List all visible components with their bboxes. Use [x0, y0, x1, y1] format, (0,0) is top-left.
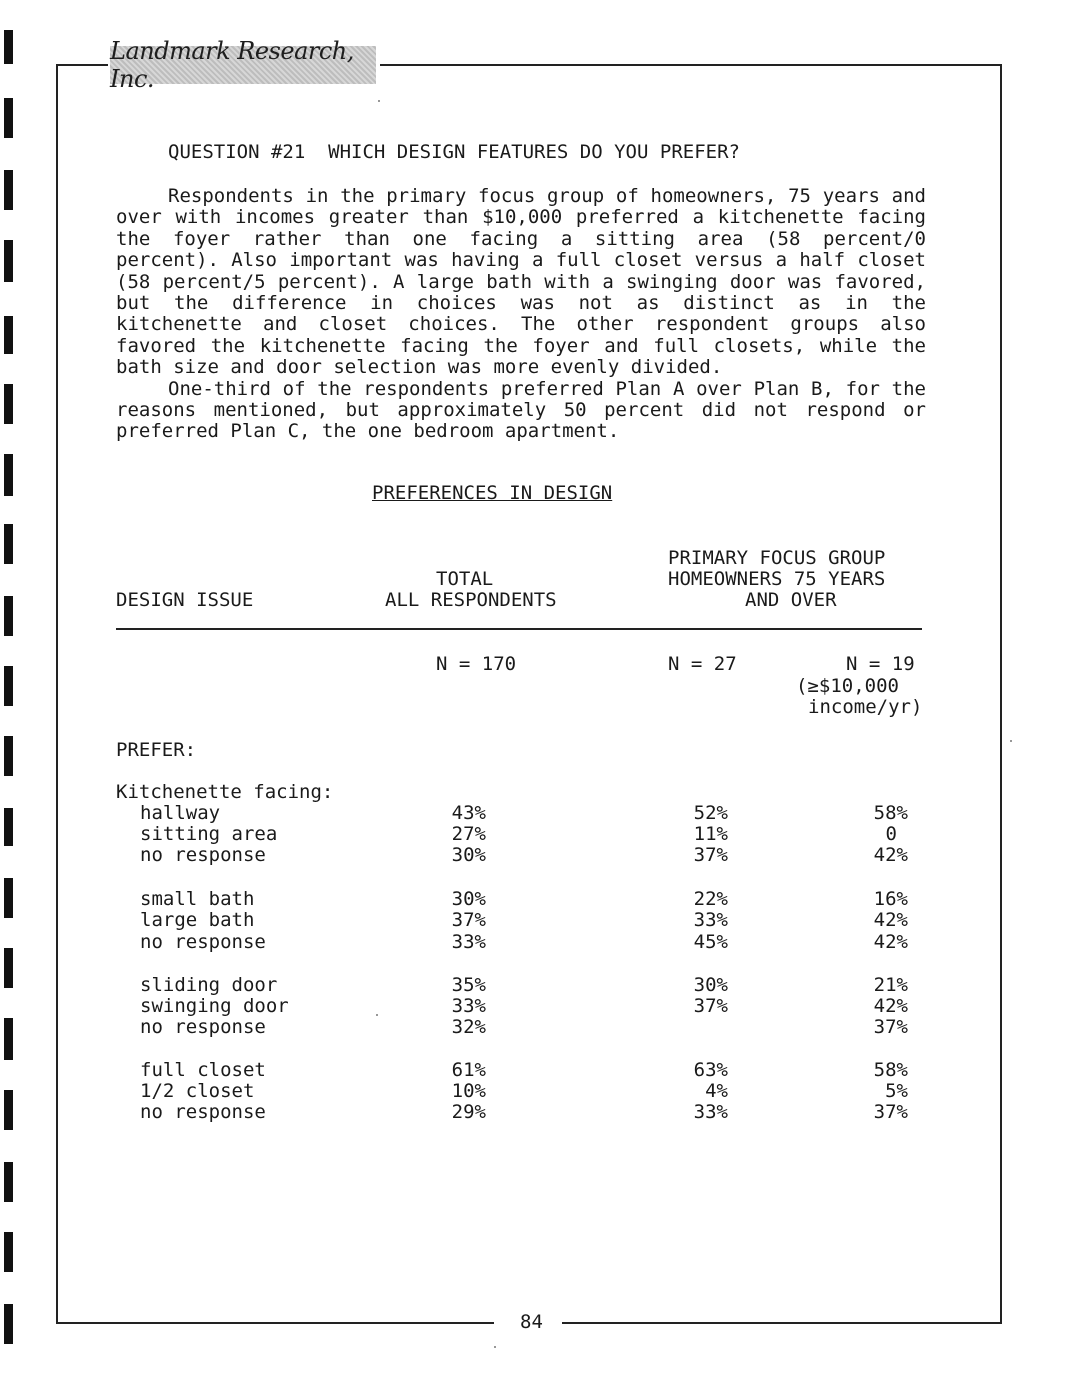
- total-value: 35%: [451, 974, 486, 996]
- primary-value: 45%: [693, 931, 728, 953]
- frame-border: [562, 1322, 1002, 1324]
- primary-value: 52%: [693, 802, 728, 824]
- primary-value: 22%: [693, 888, 728, 910]
- table-title: PREFERENCES IN DESIGN: [372, 482, 613, 504]
- income-value: 58%: [873, 1059, 908, 1081]
- total-value: 30%: [451, 888, 486, 910]
- primary-value: 37%: [693, 844, 728, 866]
- row-label: small bath: [140, 888, 255, 910]
- binding-mark: [4, 1162, 13, 1202]
- binding-mark: [4, 170, 13, 210]
- total-value: 61%: [451, 1059, 486, 1081]
- row-label: no response: [140, 931, 266, 953]
- row-label: no response: [140, 844, 266, 866]
- binding-mark: [4, 1304, 13, 1344]
- scan-speck: [376, 1014, 378, 1016]
- binding-mark: [4, 240, 13, 282]
- binding-mark: [4, 948, 13, 988]
- binding-mark: [4, 524, 13, 564]
- header-primary-line3: AND OVER: [745, 589, 837, 611]
- binding-mark: [4, 878, 13, 918]
- income-value: 58%: [873, 802, 908, 824]
- frame-border: [56, 64, 108, 66]
- binding-mark: [4, 1232, 13, 1272]
- row-label: 1/2 closet: [140, 1080, 255, 1102]
- header-design-issue: DESIGN ISSUE: [116, 589, 254, 611]
- paragraph: Respondents in the primary focus group of homeowners, 75 years and over with incomes greater than $10,000 preferred a kitchenette facing the foyer rather than one facing a sitting area (58 percent/0 percent). Also important was having a full closet versus a half closet (58 percent/5 percent). A large bath with a swinging door was favored, but the difference in choices was not as distinct as in the kitchenette and closet choices. The other respondent groups also favored the kitchenette facing the foyer and full closets, while the bath size and door selection was more evenly divided.: [116, 185, 926, 379]
- prefer-label: PREFER:: [116, 739, 197, 761]
- primary-value: 37%: [693, 995, 728, 1017]
- primary-value: 63%: [693, 1059, 728, 1081]
- total-value: 30%: [451, 844, 486, 866]
- total-value: 33%: [451, 931, 486, 953]
- binding-mark: [4, 1018, 13, 1060]
- binding-mark: [4, 666, 13, 706]
- primary-value: 11%: [693, 823, 728, 845]
- primary-value: 30%: [693, 974, 728, 996]
- binding-mark: [4, 736, 13, 776]
- total-value: 32%: [451, 1016, 486, 1038]
- n-total: N = 170: [436, 653, 517, 675]
- primary-value: 33%: [693, 1101, 728, 1123]
- total-value: 37%: [451, 909, 486, 931]
- frame-border: [380, 64, 1002, 66]
- row-label: hallway: [140, 802, 221, 824]
- income-value: 42%: [873, 909, 908, 931]
- n-income-note: (≥$10,000: [796, 675, 899, 697]
- primary-value: 33%: [693, 909, 728, 931]
- binding-mark: [4, 30, 13, 64]
- row-label: no response: [140, 1016, 266, 1038]
- body-text: [116, 186, 926, 443]
- row-label: swinging door: [140, 995, 289, 1017]
- total-value: 29%: [451, 1101, 486, 1123]
- company-logo: [110, 37, 376, 93]
- header-total-line2: ALL RESPONDENTS: [385, 589, 557, 611]
- binding-mark: [4, 1090, 13, 1130]
- scan-speck: [494, 1346, 496, 1348]
- row-label: large bath: [140, 909, 255, 931]
- frame-border: [1000, 64, 1002, 1324]
- income-value: 21%: [873, 974, 908, 996]
- binding-mark: [4, 808, 13, 846]
- primary-value: 4%: [705, 1080, 728, 1102]
- row-label: no response: [140, 1101, 266, 1123]
- n-income-note: income/yr): [808, 696, 923, 718]
- row-label: sliding door: [140, 974, 278, 996]
- total-value: 27%: [451, 823, 486, 845]
- total-value: 10%: [451, 1080, 486, 1102]
- logo-text: Landmark Research, Inc.: [110, 37, 354, 93]
- kitchenette-label: Kitchenette facing:: [116, 781, 334, 803]
- scan-speck: [1010, 740, 1012, 742]
- frame-border: [56, 64, 58, 1324]
- frame-border: [56, 1322, 494, 1324]
- page-number: 84: [520, 1311, 543, 1333]
- paragraph: One-third of the respondents preferred Plan A over Plan B, for the reasons mentioned, but approximately 50 percent did not respond or preferred Plan C, the one bedroom apartment.: [116, 377, 926, 443]
- binding-mark: [4, 454, 13, 496]
- binding-mark: [4, 98, 13, 138]
- scan-speck: [378, 100, 380, 102]
- row-label: full closet: [140, 1059, 266, 1081]
- income-value: 0: [885, 823, 897, 845]
- total-value: 33%: [451, 995, 486, 1017]
- header-primary-line1: PRIMARY FOCUS GROUP: [668, 547, 886, 569]
- income-value: 42%: [873, 995, 908, 1017]
- row-label: sitting area: [140, 823, 278, 845]
- question-heading: QUESTION #21 WHICH DESIGN FEATURES DO YOU PREFER?: [168, 141, 740, 163]
- binding-mark: [4, 596, 13, 636]
- total-value: 43%: [451, 802, 486, 824]
- header-primary-line2: HOMEOWNERS 75 YEARS: [668, 568, 886, 590]
- n-income: N = 19: [846, 653, 915, 675]
- binding-mark: [4, 316, 13, 354]
- income-value: 42%: [873, 844, 908, 866]
- income-value: 42%: [873, 931, 908, 953]
- income-value: 5%: [885, 1080, 908, 1102]
- n-primary: N = 27: [668, 653, 737, 675]
- header-rule: [116, 628, 922, 630]
- binding-mark: [4, 384, 13, 424]
- income-value: 16%: [873, 888, 908, 910]
- header-total-line1: TOTAL: [436, 568, 494, 590]
- income-value: 37%: [873, 1016, 908, 1038]
- income-value: 37%: [873, 1101, 908, 1123]
